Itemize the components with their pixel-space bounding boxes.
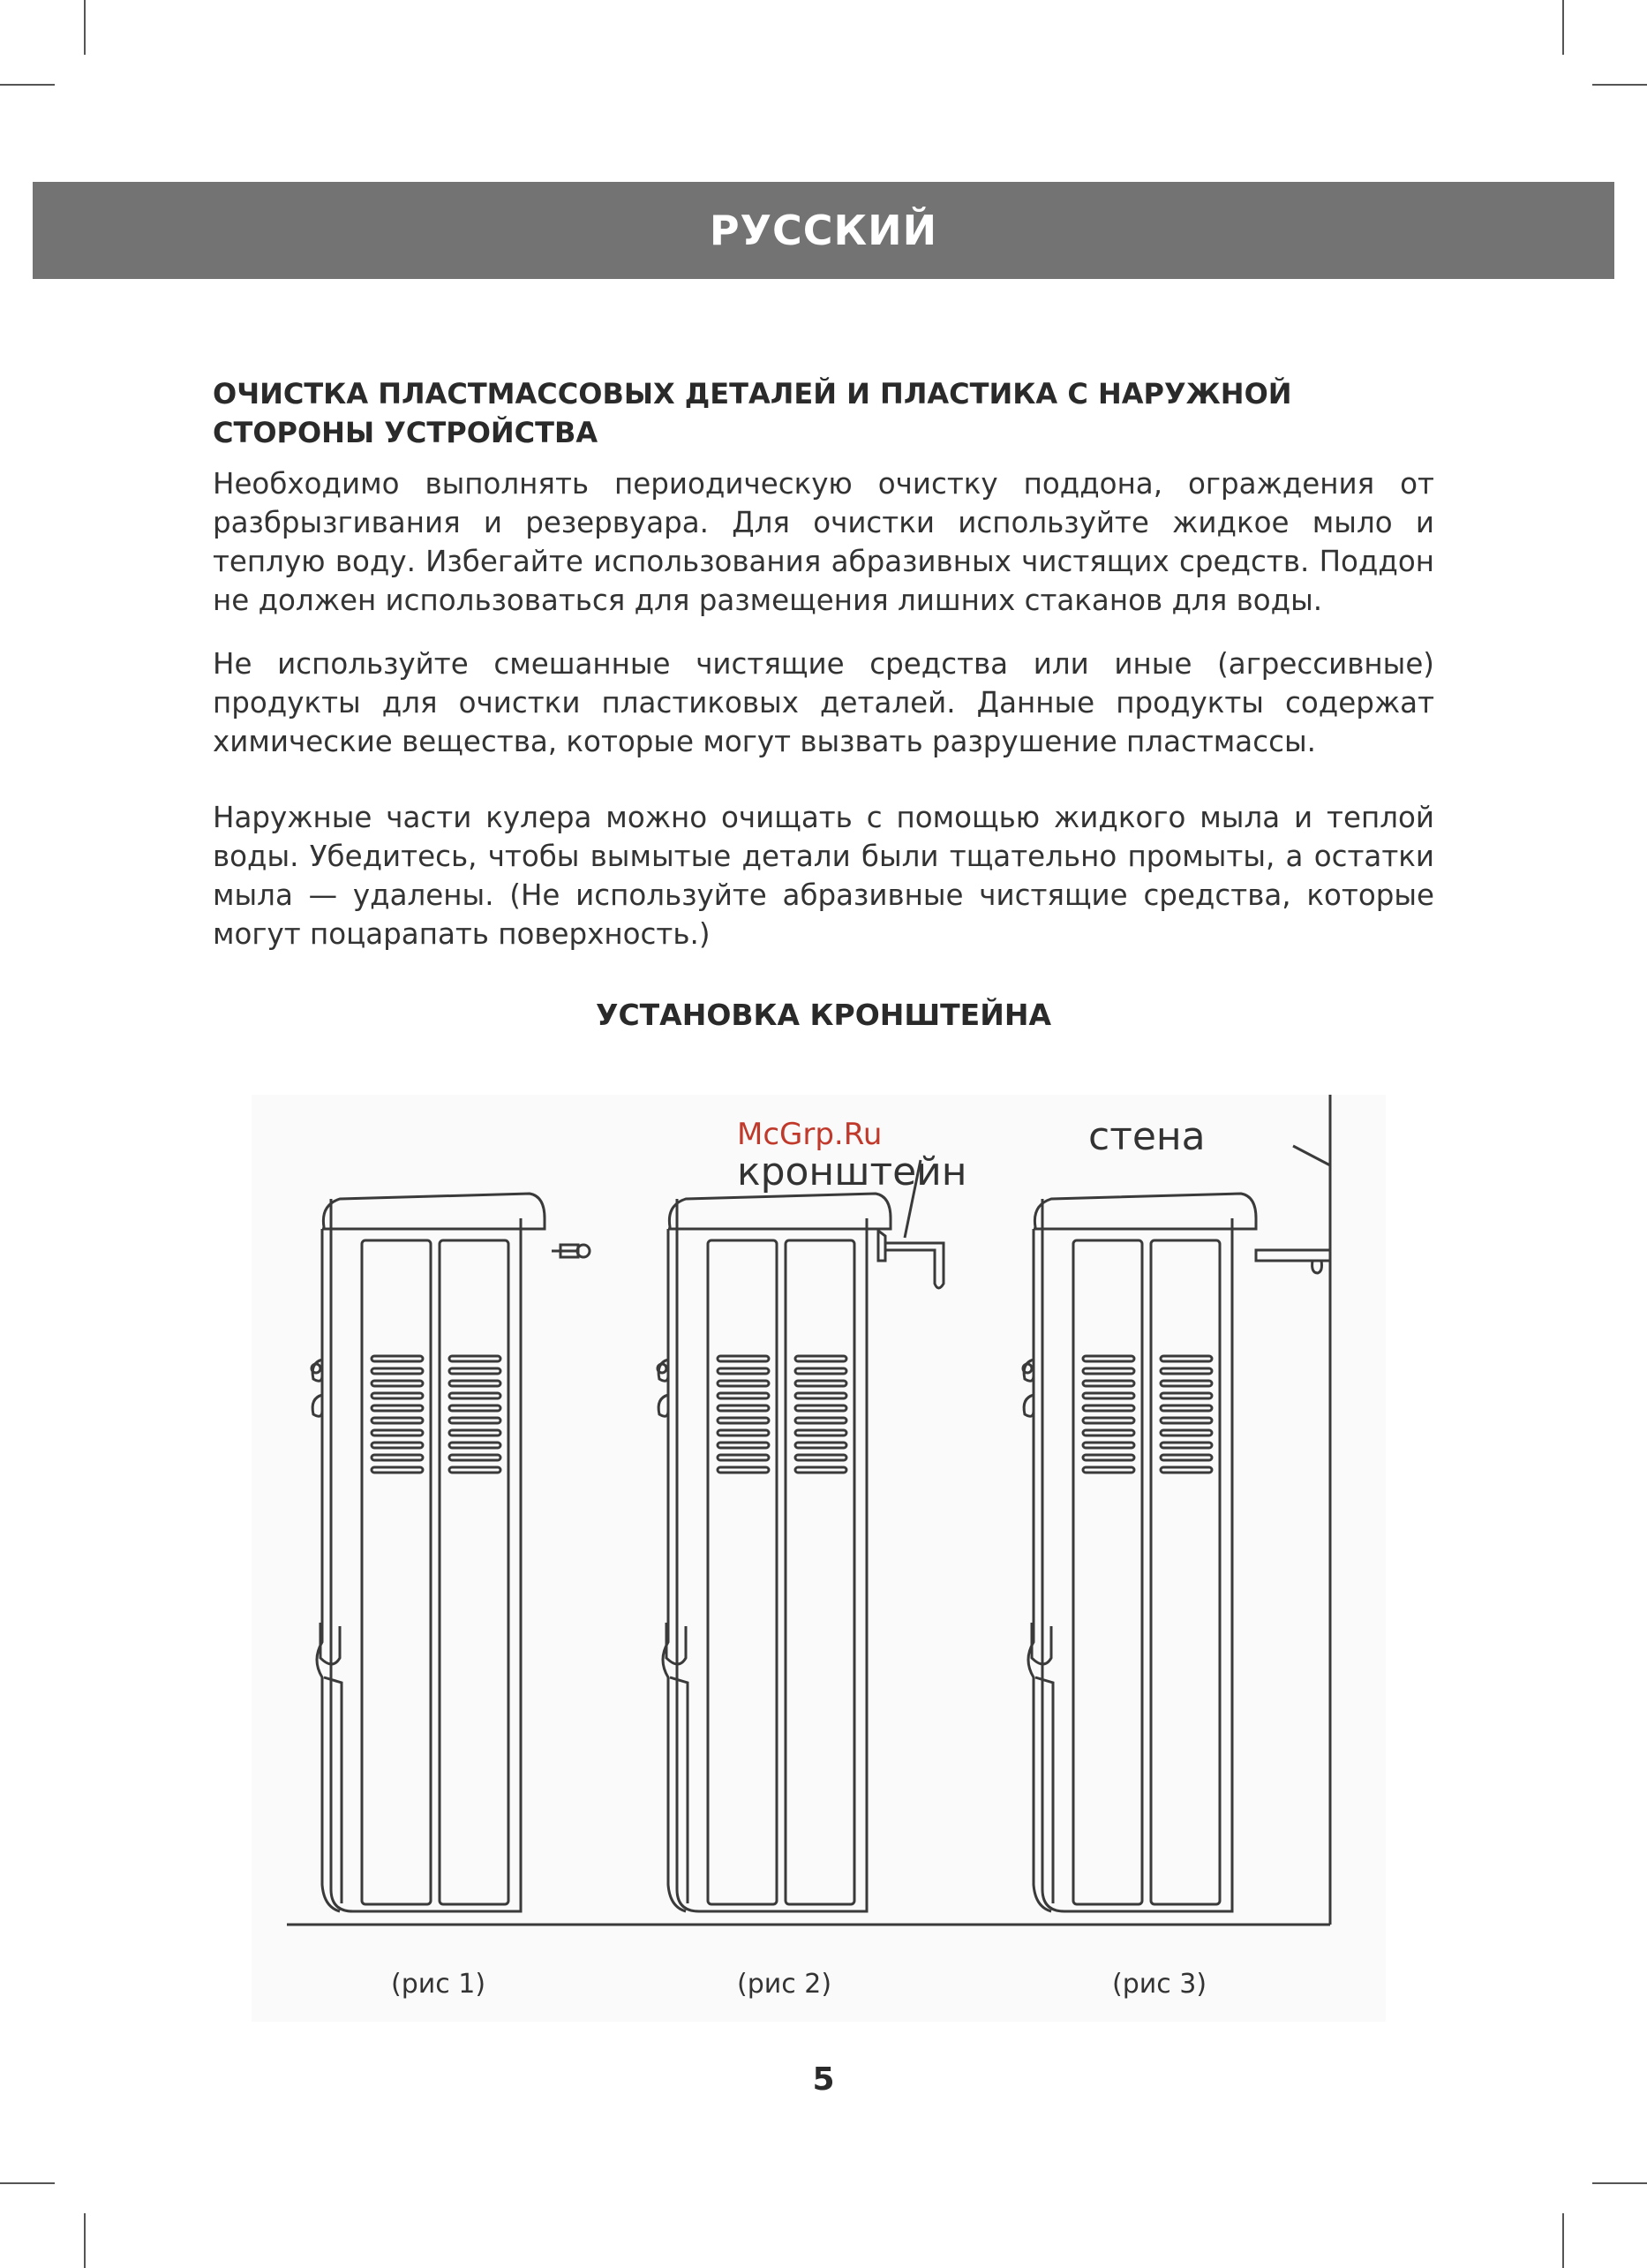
cleaning-section xyxy=(213,374,1434,978)
vent-slot xyxy=(449,1418,500,1423)
vent-slot xyxy=(1083,1418,1134,1423)
vent-slot xyxy=(449,1393,500,1398)
cooler-front xyxy=(317,1229,340,1911)
bracket-wall-mount xyxy=(1256,1250,1330,1261)
vent-slot xyxy=(1083,1443,1134,1448)
wall-label: стена xyxy=(1088,1114,1206,1159)
vent-slot xyxy=(372,1356,423,1361)
section-title: ОЧИСТКА ПЛАСТМАССОВЫХ ДЕТАЛЕЙ И ПЛАСТИКА С НАРУЖНОЙ СТОРОНЫ УСТРОЙСТВА xyxy=(213,377,1292,449)
bracket-label: кронштейн xyxy=(737,1149,967,1194)
wall-pointer xyxy=(1293,1146,1330,1165)
vent-slot xyxy=(1161,1356,1212,1361)
paragraph: Наружные части кулера можно очищать с помощью жидкого мыла и теплой воды. Убедитесь, чтобы вымытые детали были тщательно промыты, а остатки мыла — удалены. (Не используйте абразивные чистящие средства, которые могут поцарапать поверхность.) xyxy=(213,801,1434,951)
vent-slot xyxy=(372,1443,423,1448)
vent-slot xyxy=(1083,1467,1134,1473)
vent-slot xyxy=(718,1368,769,1374)
vent-slot xyxy=(449,1381,500,1386)
tap xyxy=(1024,1395,1034,1416)
crop-mark xyxy=(84,0,86,55)
vent-slot xyxy=(1083,1430,1134,1435)
vent-slot xyxy=(718,1356,769,1361)
vent-slot xyxy=(372,1467,423,1473)
bracket-hook xyxy=(1312,1261,1322,1273)
language-label: РУССКИЙ xyxy=(709,207,938,254)
cooler-front xyxy=(1028,1229,1051,1911)
bracket-section-title: УСТАНОВКА КРОНШТЕЙНА xyxy=(596,998,1051,1032)
vent-slot xyxy=(1161,1467,1212,1473)
vent-slot xyxy=(795,1443,846,1448)
side-panel xyxy=(440,1240,508,1904)
tap-knob xyxy=(1023,1364,1032,1373)
vent-slot xyxy=(718,1405,769,1411)
vent-slot xyxy=(718,1443,769,1448)
tray-guard xyxy=(1035,1677,1053,1903)
side-panel xyxy=(1073,1240,1142,1904)
vent-slot xyxy=(1161,1405,1212,1411)
vent-slot xyxy=(795,1356,846,1361)
vent-slot xyxy=(449,1430,500,1435)
vent-slot xyxy=(718,1393,769,1398)
vent-slot xyxy=(795,1381,846,1386)
vent-slot xyxy=(372,1405,423,1411)
vent-slot xyxy=(795,1455,846,1460)
watermark: McGrp.Ru xyxy=(737,1117,883,1152)
tap xyxy=(312,1395,322,1416)
vent-slot xyxy=(1161,1455,1212,1460)
bracket-illustration xyxy=(252,1095,1386,2022)
tap-knob xyxy=(658,1364,666,1373)
vent-slot xyxy=(449,1467,500,1473)
vent-slot xyxy=(1083,1393,1134,1398)
cooler-front xyxy=(663,1229,686,1911)
cooler-top xyxy=(669,1194,891,1229)
side-panel xyxy=(708,1240,777,1904)
cooler-body xyxy=(1042,1199,1232,1911)
tray-guard xyxy=(324,1677,342,1903)
side-panel xyxy=(786,1240,854,1904)
crop-mark xyxy=(1562,2213,1564,2268)
vent-slot xyxy=(372,1418,423,1423)
figure-caption: (рис 1) xyxy=(391,1969,486,2000)
crop-mark xyxy=(1562,0,1564,55)
vent-slot xyxy=(372,1455,423,1460)
vent-slot xyxy=(718,1467,769,1473)
vent-slot xyxy=(718,1418,769,1423)
vent-slot xyxy=(1161,1443,1212,1448)
vent-slot xyxy=(1161,1393,1212,1398)
vent-slot xyxy=(795,1467,846,1473)
vent-slot xyxy=(449,1455,500,1460)
vent-slot xyxy=(449,1405,500,1411)
vent-slot xyxy=(1161,1368,1212,1374)
vent-slot xyxy=(1161,1418,1212,1423)
figure-caption: (рис 3) xyxy=(1112,1969,1207,2000)
vent-slot xyxy=(449,1368,500,1374)
side-panel xyxy=(1151,1240,1220,1904)
vent-slot xyxy=(449,1443,500,1448)
vent-slot xyxy=(372,1430,423,1435)
tap xyxy=(658,1395,668,1416)
vent-slot xyxy=(795,1393,846,1398)
vent-slot xyxy=(718,1455,769,1460)
vent-slot xyxy=(1161,1381,1212,1386)
vent-slot xyxy=(795,1418,846,1423)
vent-slot xyxy=(795,1368,846,1374)
bracket xyxy=(885,1243,944,1288)
vent-slot xyxy=(718,1430,769,1435)
figure-caption: (рис 2) xyxy=(737,1969,832,2000)
vent-slot xyxy=(449,1356,500,1361)
cooler-top xyxy=(323,1194,545,1229)
crop-mark xyxy=(0,84,55,86)
vent-slot xyxy=(372,1393,423,1398)
vent-slot xyxy=(1083,1381,1134,1386)
side-panel xyxy=(362,1240,431,1904)
vent-slot xyxy=(372,1381,423,1386)
vent-slot xyxy=(372,1368,423,1374)
cooler-body xyxy=(331,1199,521,1911)
crop-mark xyxy=(0,2182,55,2184)
paragraph: Необходимо выполнять периодическую очистку поддона, ограждения от разбрызгивания и резервуара. Для очистки используйте жидкое мыло и теплую воду. Избегайте использования абразивных чистящих средств. Поддон не должен использоваться для размещения лишних стаканов для воды. xyxy=(213,467,1434,617)
vent-slot xyxy=(1083,1368,1134,1374)
crop-mark xyxy=(1592,84,1647,86)
tap-knob xyxy=(312,1364,320,1373)
page-number: 5 xyxy=(812,2061,835,2098)
vent-slot xyxy=(1083,1405,1134,1411)
cooler-top xyxy=(1034,1194,1256,1229)
crop-mark xyxy=(84,2213,86,2268)
tray-guard xyxy=(670,1677,688,1903)
vent-slot xyxy=(1083,1356,1134,1361)
paragraph: Не используйте смешанные чистящие средства или иные (агрессивные) продукты для очистки пластиковых деталей. Данные продукты содержат химические вещества, которые могут вызвать разрушение пластмассы. xyxy=(213,647,1434,758)
vent-slot xyxy=(718,1381,769,1386)
language-header xyxy=(33,182,1614,279)
cooler-drawing xyxy=(252,1095,1386,2022)
bracket-mount xyxy=(878,1231,885,1261)
vent-slot xyxy=(795,1405,846,1411)
crop-mark xyxy=(1592,2182,1647,2184)
vent-slot xyxy=(795,1430,846,1435)
vent-slot xyxy=(1083,1455,1134,1460)
vent-slot xyxy=(1161,1430,1212,1435)
cooler-body xyxy=(677,1199,867,1911)
